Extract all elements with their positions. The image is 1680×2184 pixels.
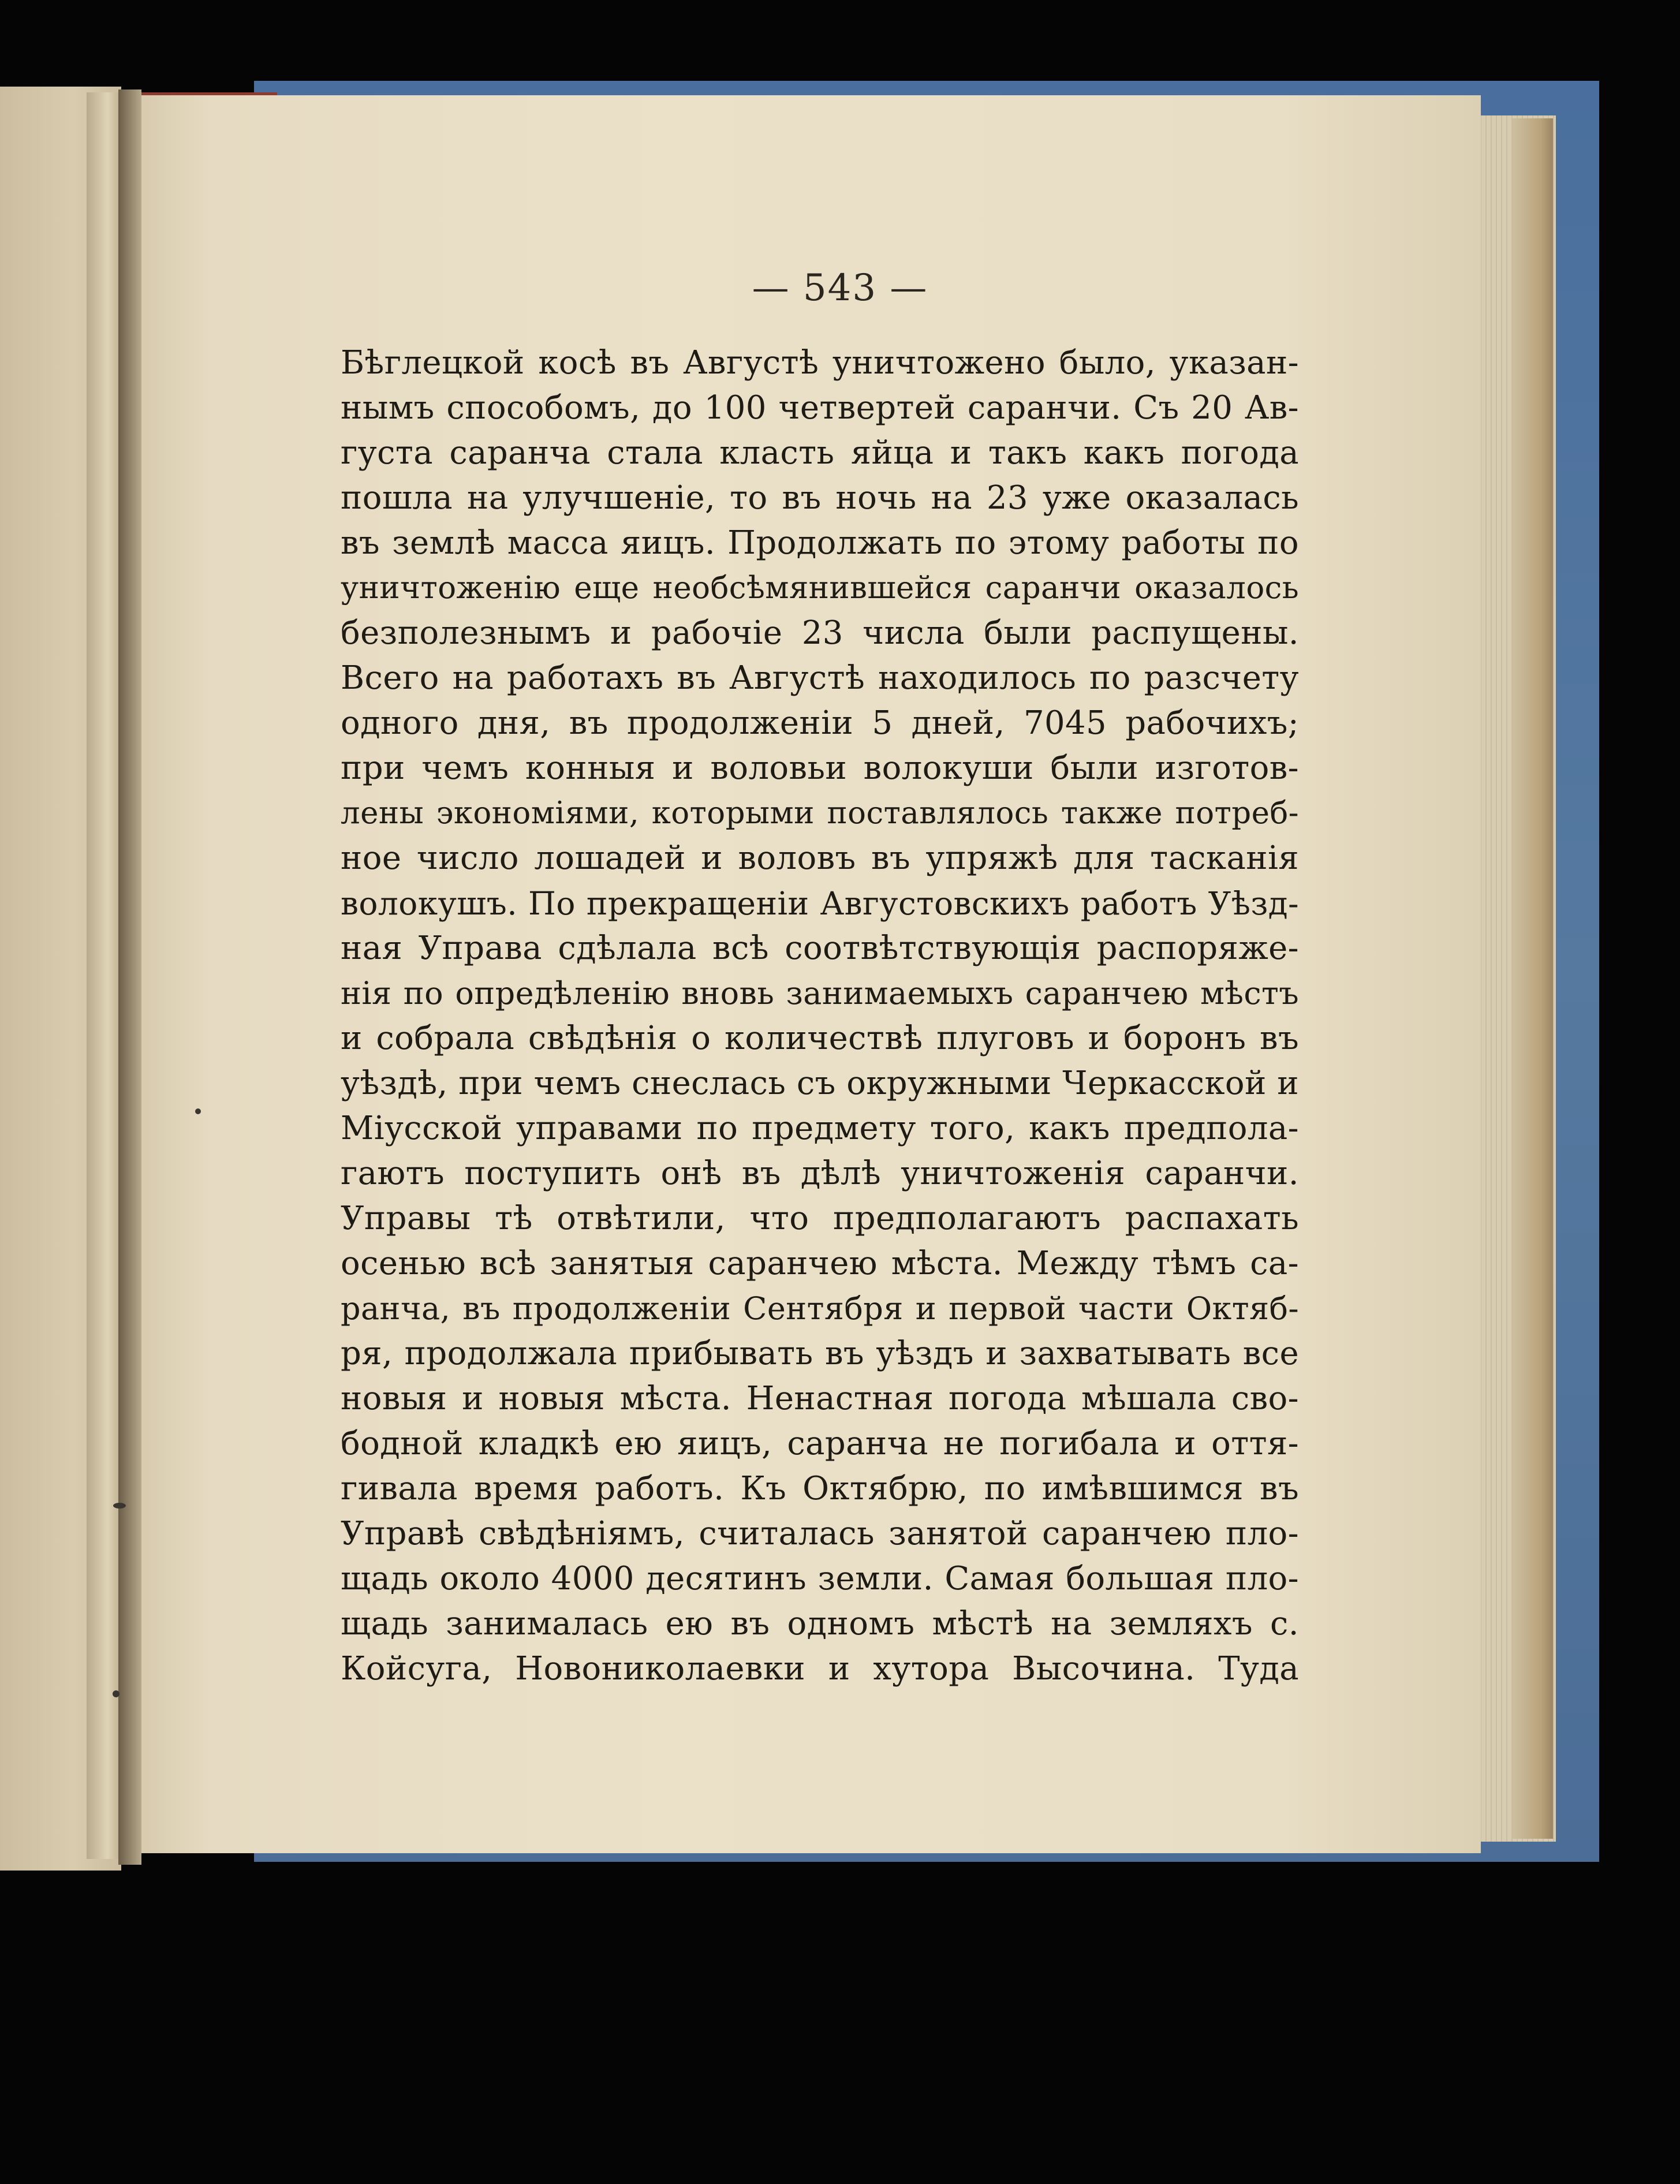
page-block-edge [1513,118,1553,1839]
text-line: гаютъ поступить онѣ въ дѣлѣ уничтоженія саранчи. [341,1155,1299,1192]
text-line: лены экономіями, которыми поставлялось также потреб- [341,796,1299,831]
text-line: осенью всѣ занятыя саранчею мѣста. Между тѣмъ са- [341,1245,1299,1282]
text-line: щадь около 4000 десятинъ земли. Самая большая пло- [341,1560,1299,1597]
text-line: въ землѣ масса яицъ. Продолжать по этому работы по [341,524,1299,562]
body-text [341,341,1299,1692]
text-line: гивала время работъ. Къ Октябрю, по имѣвшимся въ [341,1470,1299,1507]
text-line: при чемъ конныя и воловьи волокуши были изготов- [341,749,1299,787]
text-line: нія по опредѣленію вновь занимаемыхъ саранчею мѣстъ [341,975,1299,1011]
text-line: и собрала свѣдѣнія о количествѣ плуговъ и боронъ въ [341,1020,1299,1057]
margin-dot [113,1690,120,1697]
text-line: густа саранча стала класть яйца и такъ какъ погода [341,434,1299,472]
text-line: уничтоженію еще необсѣмянившейся саранчи оказалось [341,570,1299,606]
text-line: ранча, въ продолженіи Сентября и первой части Октяб- [341,1290,1299,1327]
text-line: ная Управа сдѣлала всѣ соотвѣтствующія распоряже- [341,929,1299,967]
text-line: безполезнымъ и рабочіе 23 числа были распущены. [341,614,1299,652]
text-line: Міусской управами по предмету того, какъ предпола- [341,1110,1299,1147]
text-line: нымъ способомъ, до 100 четвертей саранчи. Съ 20 Ав- [341,389,1299,427]
page-gutter [118,89,141,1865]
text-line: Бѣглецкой косѣ въ Августѣ уничтожено было, указан- [341,344,1299,382]
text-line: бодной кладкѣ ею яицъ, саранча не погибала и оття- [341,1425,1299,1462]
left-page-edge [87,92,121,1859]
text-line: Управѣ свѣдѣніямъ, считалась занятой саранчею пло- [341,1515,1299,1552]
text-line: ря, продолжала прибывать въ уѣздъ и захватывать все [341,1335,1299,1372]
text-line: Койсуга, Новониколаевки и хутора Высочина. Туда [341,1650,1299,1688]
text-line: уѣздѣ, при чемъ снеслась съ окружными Черкасской и [341,1065,1299,1102]
margin-dot [195,1108,201,1114]
page-number: — 543 — [752,267,928,309]
margin-dot [113,1503,126,1509]
text-line: пошла на улучшеніе, то въ ночь на 23 уже оказалась [341,479,1299,517]
text-line: ное число лошадей и воловъ въ упряжѣ для тасканія [341,839,1299,877]
text-line: Всего на работахъ въ Августѣ находилось по разсчету [341,659,1299,697]
text-line: Управы тѣ отвѣтили, что предполагаютъ распахать [341,1200,1299,1237]
text-line: одного дня, въ продолженіи 5 дней, 7045 рабочихъ; [341,704,1299,742]
text-line: новыя и новыя мѣста. Ненастная погода мѣшала сво- [341,1380,1299,1417]
text-line: волокушъ. По прекращеніи Августовскихъ работъ Уѣзд- [341,885,1299,922]
text-line: щадь занималась ею въ одномъ мѣстѣ на земляхъ с. [341,1605,1299,1642]
